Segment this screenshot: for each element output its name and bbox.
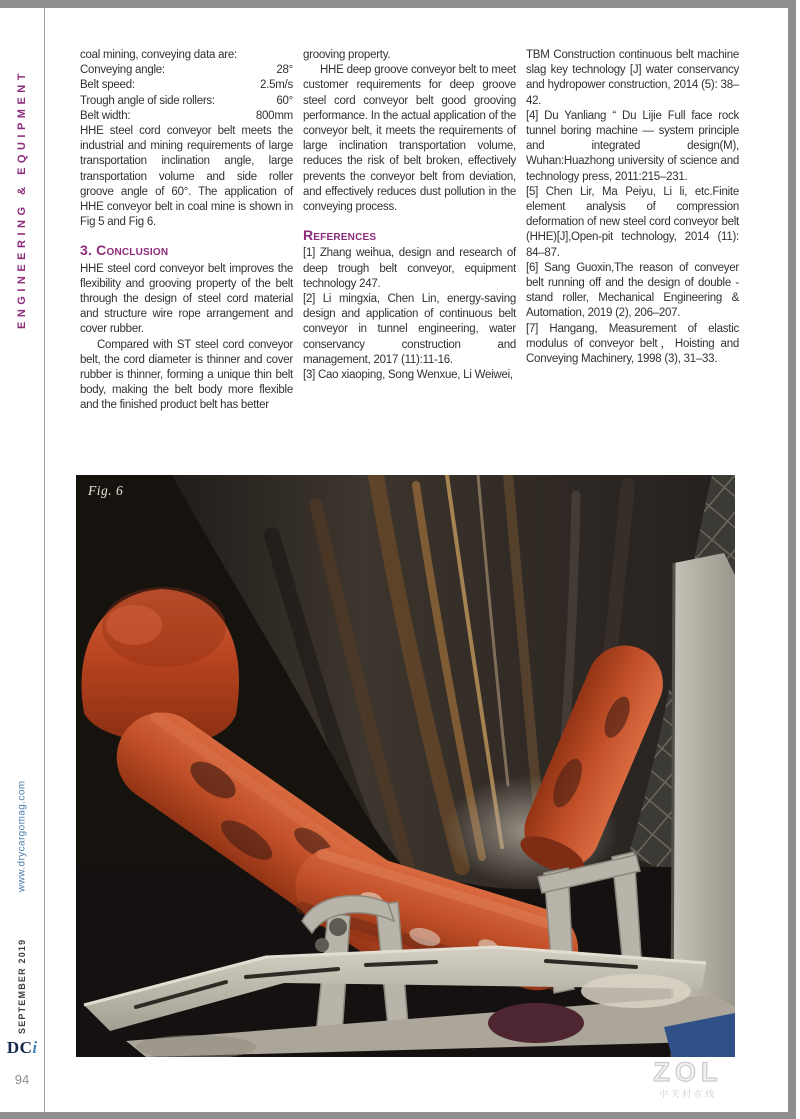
spec-value: 28° bbox=[276, 64, 293, 77]
reference-item: [3] Cao xiaoping, Song Wenxue, Li Weiwei, bbox=[303, 369, 513, 382]
section-label: ENGINEERING & EQUIPMENT bbox=[16, 69, 28, 329]
scan-border-right bbox=[788, 0, 796, 1119]
scan-border-bottom bbox=[0, 1112, 796, 1119]
zol-watermark bbox=[638, 1058, 738, 1100]
spec-row bbox=[80, 78, 293, 93]
article-body bbox=[80, 48, 739, 414]
reference-item: [2] Li mingxia, Chen Lin, energy-saving design and application of continuous belt conveyor in tunnel engineering, water conservancy construction and management, 2017 (11):11-16. bbox=[303, 293, 516, 366]
paragraph: HHE steel cord conveyor belt meets the industrial and mining requirements of large transportation inclination angle, large transportation volume and side roller groove angle of 60°. The application of HHE conveyor belt in coal mine is shown in Fig 5 and Fig 6. bbox=[80, 125, 293, 229]
reference-item: [1] Zhang weihua, design and research of deep trough belt conveyor, equipment technology 247. bbox=[303, 247, 516, 290]
spec-label: Conveying angle: bbox=[80, 64, 165, 77]
reference-item: [7] Hangang, Measurement of elastic modulus of conveyor belt，Hoisting and Conveying Machinery, 1998 (3), 31–33. bbox=[526, 322, 739, 366]
reference-item: TBM Construction continuous belt machine slag key technology [J] water conservancy and hydropower construction, 2014 (5): 38–42. bbox=[526, 49, 739, 107]
page-sidebar bbox=[0, 8, 45, 1112]
scan-border-top bbox=[0, 0, 796, 8]
reference-item: [5] Chen Lir, Ma Peiyu, Li li, etc.Finite element analysis of compression deformation of new steel cord conveyor belt (HHE)[J],Open-pit technology, 2014 (11): 84–87. bbox=[526, 185, 739, 259]
column-2 bbox=[303, 48, 516, 414]
paragraph: Compared with ST steel cord conveyor belt, the cord diameter is thinner and cover rubber is thinner, forming a unique thin belt body, making the belt body more flexible and the finished product belt has better bbox=[80, 338, 293, 412]
spec-label: Belt speed: bbox=[80, 79, 135, 92]
magazine-website: www.drycargomag.com bbox=[16, 780, 28, 893]
spec-row bbox=[80, 109, 293, 124]
spec-value: 60° bbox=[276, 94, 293, 107]
references-heading: References bbox=[303, 227, 377, 244]
column-1 bbox=[80, 48, 293, 414]
zol-watermark-logo: ZOL bbox=[653, 1057, 723, 1087]
dci-logo-i: i bbox=[32, 1038, 38, 1057]
paragraph: grooving property. bbox=[303, 49, 391, 61]
reference-item: [6] Sang Guoxin,The reason of conveyer belt running off and the design of double - stand roller, Mechanical Engineering & Automation, 2019 (2), 206–207. bbox=[526, 261, 739, 320]
spec-label: Trough angle of side rollers: bbox=[80, 94, 215, 107]
spec-value: 2.5m/s bbox=[259, 79, 293, 92]
reference-item: [4] Du Yanliang “ Du Lijie Full face rock tunnel boring machine — system principle and integrated design(M), Wuhan:Huazhong university of science and technology press, 2011:215–231. bbox=[526, 109, 739, 183]
figure-6-photo bbox=[76, 475, 735, 1057]
paragraph: HHE deep groove conveyor belt to meet customer requirements for deep groove steel cord conveyor belt good grooving performance. In the actual application of the conveyor belt, it meets the requirements of large inclination transportation volume, reduces the risk of belt broken, effectively prevents the conveyor belt from deviation, and effectively reduces dust pollution in the conveying process. bbox=[303, 64, 516, 214]
intro-line: coal mining, conveying data are: bbox=[80, 49, 237, 61]
figure-label: Fig. 6 bbox=[88, 483, 124, 498]
column-3 bbox=[526, 48, 739, 414]
conveyor-belt-photo-illustration bbox=[76, 475, 735, 1057]
spec-row bbox=[80, 63, 293, 78]
dci-logo bbox=[2, 1038, 42, 1058]
spec-row bbox=[80, 94, 293, 109]
page-number: 94 bbox=[14, 1072, 30, 1087]
dci-logo-dc: DC bbox=[6, 1038, 33, 1057]
zol-watermark-chinese: 中关村在线 bbox=[659, 1089, 717, 1099]
spec-label: Belt width: bbox=[80, 109, 131, 122]
issue-date: SEPTEMBER 2019 bbox=[17, 938, 27, 1034]
conclusion-heading: 3. Conclusion bbox=[80, 242, 169, 259]
spec-value: 800mm bbox=[255, 109, 293, 122]
paragraph: HHE steel cord conveyor belt improves the flexibility and grooving property of the belt through the design of steel cord material and structure wire rope arrangement and cover rubber. bbox=[80, 262, 293, 336]
